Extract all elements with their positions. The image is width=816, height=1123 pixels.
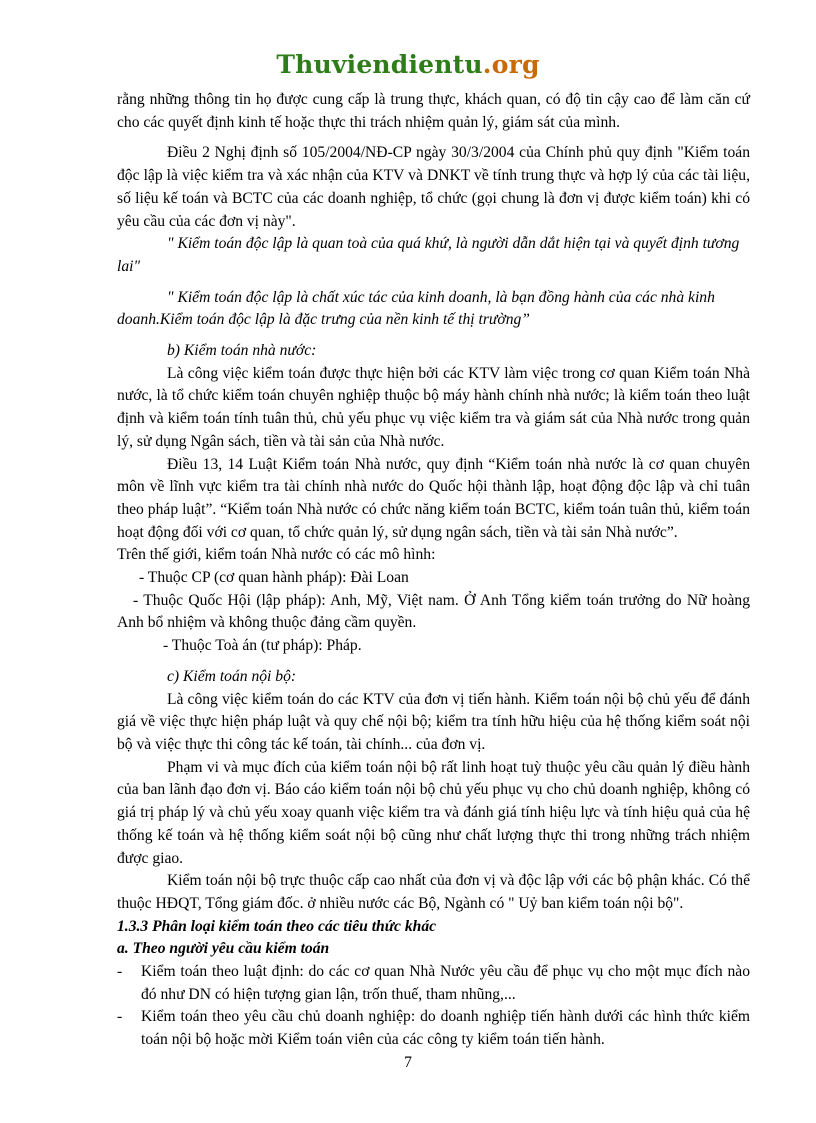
heading-section-1-3-3: 1.3.3 Phân loại kiểm toán theo các tiêu thức khác bbox=[117, 917, 437, 935]
bullet-dash: - bbox=[117, 1008, 123, 1026]
list-item-text: Kiểm toán theo yêu cầu chủ doanh nghiệp: do doanh nghiệp tiến hành dưới các hình thức kiểm toán nội bộ hoặc mời Kiểm toán viên của các công ty kiểm toán tiến hành. bbox=[141, 1008, 750, 1049]
document-body bbox=[117, 89, 750, 1052]
paragraph-intro-continuation: rằng những thông tin họ được cung cấp là trung thực, khách quan, có độ tin cậy cao để làm căn cứ cho các quyết định kinh tế hoặc thực thi trách nhiệm quản lý, giám sát của mình. bbox=[117, 91, 750, 131]
paragraph-state-audit-law: Điều 13, 14 Luật Kiểm toán Nhà nước, quy định “Kiểm toán nhà nước là cơ quan chuyên môn về lĩnh vực kiểm tra tài chính nhà nước do Quốc hội thành lập, hoạt động độc lập và chỉ tuân theo pháp luật”. “Kiểm toán Nhà nước có chức năng kiểm toán BCTC, kiểm toán tuân thủ, kiểm toán hoạt động đối với cơ quan, tổ chức quản lý, sử dụng ngân sách, tiền và tài sản Nhà nước”. bbox=[117, 455, 750, 541]
paragraph-state-audit-definition: Là công việc kiểm toán được thực hiện bởi các KTV làm việc trong cơ quan Kiểm toán Nhà nước, là tổ chức kiểm toán chuyên nghiệp thuộc bộ máy hành chính nhà nước; là kiểm toán theo luật định và kiểm toán tính tuân thủ, chủ yếu phục vụ việc kiểm tra và giám sát của Nhà nước trong quản lý, sử dụng Ngân sách, tiền và tài sản của Nhà nước. bbox=[117, 364, 750, 450]
logo-text-domain: .org bbox=[482, 50, 540, 79]
paragraph-internal-audit-definition: Là công việc kiểm toán do các KTV của đơn vị tiến hành. Kiểm toán nội bộ chủ yếu để đánh giá về việc thực hiện pháp luật và quy chế nội bộ; kiểm tra tính hữu hiệu của hệ thống kiểm soát nội bộ và việc thực thi công tác kế toán, tài chính... của đơn vị. bbox=[117, 690, 750, 753]
page-number: 7 bbox=[404, 1054, 412, 1071]
heading-by-requester: a. Theo người yêu cầu kiểm toán bbox=[117, 940, 330, 958]
list-item-model-government: - Thuộc CP (cơ quan hành pháp): Đài Loan bbox=[139, 569, 409, 587]
paragraph-internal-audit-scope: Phạm vi và mục đích của kiểm toán nội bộ rất linh hoạt tuỳ thuộc yêu cầu quản lý điều hành của ban lãnh đạo đơn vị. Báo cáo kiểm toán nội bộ chủ yếu phục vụ cho chủ doanh nghiệp, không có giá trị pháp lý và chủ yếu xoay quanh việc kiểm tra và đánh giá tính hiệu lực và tính hiệu quả của hệ thống kế toán và hệ thống kiểm soát nội bộ cũng như chất lượng thực thi trong những trách nhiệm được giao. bbox=[117, 758, 750, 867]
heading-internal-audit: c) Kiểm toán nội bộ: bbox=[167, 667, 297, 685]
bullet-dash: - bbox=[117, 963, 123, 981]
paragraph-decree-105: Điều 2 Nghị định số 105/2004/NĐ-CP ngày 30/3/2004 của Chính phủ quy định "Kiểm toán độc lập là việc kiểm tra và xác nhận của KTV và DNKT về tính trung thực và hợp lý của các tài liệu, số liệu kế toán và BCTC của các doanh nghiệp, tổ chức (gọi chung là đơn vị được kiểm toán) khi có yêu cầu của các đơn vị này". bbox=[117, 144, 750, 230]
paragraph-state-audit-models: Trên thế giới, kiểm toán Nhà nước có các mô hình: bbox=[117, 546, 436, 564]
logo-text-main: Thuviendientu bbox=[276, 50, 483, 79]
list-item-statutory-audit bbox=[117, 961, 750, 1006]
quote-independent-audit-1: " Kiểm toán độc lập là quan toà của quá khứ, là người dẫn dắt hiện tại và quyết định tương lai" bbox=[117, 235, 740, 275]
quote-independent-audit-2: " Kiểm toán độc lập là chất xúc tác của kinh doanh, là bạn đồng hành của các nhà kinh doanh.Kiểm toán độc lập là đặc trưng của nền kinh tế thị trường” bbox=[117, 288, 715, 329]
list-item-owner-requested-audit bbox=[117, 1006, 750, 1051]
site-logo bbox=[0, 50, 816, 79]
heading-state-audit: b) Kiểm toán nhà nước: bbox=[167, 342, 317, 360]
paragraph-internal-audit-position: Kiểm toán nội bộ trực thuộc cấp cao nhất của đơn vị và độc lập với các bộ phận khác. Có thể thuộc HĐQT, Tổng giám đốc. ở nhiều nước các Bộ, Ngành có " Uỷ ban kiểm toán nội bộ". bbox=[117, 872, 750, 912]
list-item-model-court: - Thuộc Toà án (tư pháp): Pháp. bbox=[163, 637, 362, 655]
list-item-text: Kiểm toán theo luật định: do các cơ quan Nhà Nước yêu cầu để phục vụ cho một mục đích nào đó như DN có hiện tượng gian lận, trốn thuế, tham nhũng,... bbox=[141, 963, 750, 1003]
list-item-model-parliament: - Thuộc Quốc Hội (lập pháp): Anh, Mỹ, Việt nam. Ở Anh Tổng kiểm toán trưởng do Nữ hoàng Anh bổ nhiệm và không thuộc đảng cầm quyền. bbox=[117, 591, 750, 632]
